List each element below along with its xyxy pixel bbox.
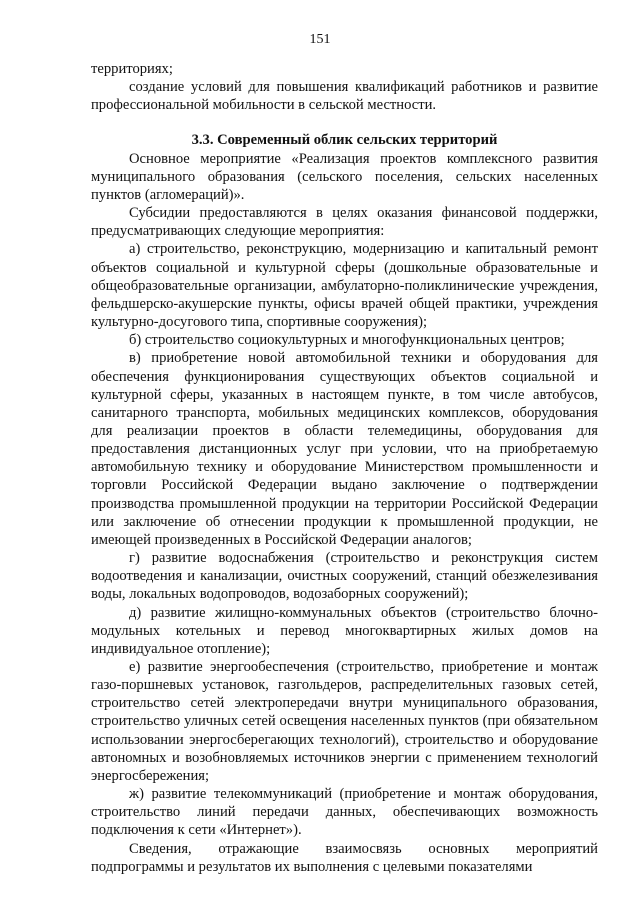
list-item-v: в) приобретение новой автомобильной техники и оборудования для обеспечения функционирования существующих объектов социальной и культурной сферы, указанных в настоящем пункте, в том числе автобусов, санитарного транспорта, мобильных медицинских комплексов, оборудования для реализации проектов в области телемедицины, оборудования для предоставления дистанционных услуг при условии, что на приобретаемую автомобильную технику и оборудование Министерством промышленности и торговли Российской Федерации выдано заключение о подтверждении производства промышленной продукции на территории Российской Федерации или заключение об отнесении продукции к промышленной продукции, не имеющей произведенных в Российской Федерации аналогов; bbox=[91, 350, 598, 548]
paragraph-subsidies: Субсидии предоставляются в целях оказания финансовой поддержки, предусматривающих следующие мероприятия: bbox=[91, 205, 598, 240]
paragraph-information: Сведения, отражающие взаимосвязь основных мероприятий подпрограммы и результатов их выполнения с целевыми показателями bbox=[91, 840, 598, 875]
paragraph-continuation: территориях; bbox=[91, 61, 173, 77]
list-item-d: д) развитие жилищно-коммунальных объектов (строительство блочно-модульных котельных и перевод многоквартирных жилых домов на индивидуальное отопление); bbox=[91, 604, 598, 657]
page-body bbox=[91, 60, 598, 876]
list-item-b: б) строительство социокультурных и многофункциональных центров; bbox=[129, 332, 565, 349]
paragraph-main-activity: Основное мероприятие «Реализация проектов комплексного развития муниципального образования (сельского поселения, сельских населенных пунктов (агломераций)». bbox=[91, 150, 598, 203]
list-item-e: е) развитие энергообеспечения (строительство, приобретение и монтаж газо-поршневых установок, газгольдеров, распределительных газовых сетей, строительство сетей электропередачи внутри муниципального образования, строительство уличных сетей освещения населенных пунктов (при обязательном использовании энергосберегающих технологий), строительство и оборудование автономных и возобновляемых источников энергии с применением технологий энергосбережения; bbox=[91, 659, 598, 784]
list-item-a: а) строительство, реконструкцию, модернизацию и капитальный ремонт объектов социальной и культурной сферы (дошкольные образовательные и общеобразовательные организации, амбулаторно-поликлинические учреждения, фельдшерско-акушерские пункты, офисы врачей общей практики, учреждения культурно-досугового типа, спортивные сооружения); bbox=[91, 241, 598, 331]
section-heading: 3.3. Современный облик сельских территорий bbox=[191, 132, 498, 149]
list-item-zh: ж) развитие телекоммуникаций (приобретение и монтаж оборудования, строительство линий передачи данных, обеспечивающих возможность подключения к сети «Интернет»). bbox=[91, 786, 598, 839]
list-item-g: г) развитие водоснабжения (строительство и реконструкция систем водоотведения и канализации, очистных сооружений, станций обезжелезивания воды, локальных водопроводов, водозаборных сооружений); bbox=[91, 550, 598, 603]
page-number: 151 bbox=[309, 32, 331, 47]
paragraph-qualification: создание условий для повышения квалификаций работников и развитие профессиональной мобильности в сельской местности. bbox=[91, 79, 598, 114]
